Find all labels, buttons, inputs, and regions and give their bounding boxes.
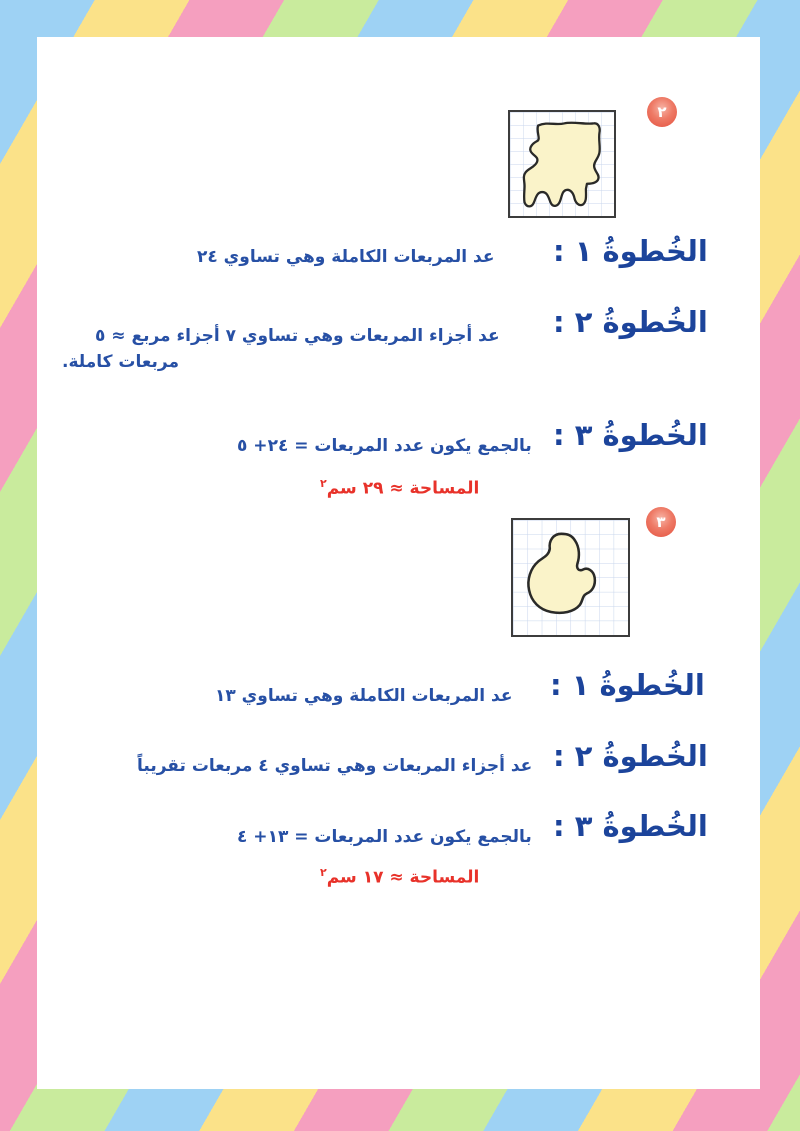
example-number: ٢ <box>657 103 667 121</box>
step-2-heading: الخُطوةُ ٢ : <box>553 739 708 773</box>
step-1-heading: الخُطوةُ ١ : <box>553 234 708 268</box>
content-panel <box>37 37 760 1089</box>
step-1-text: عد المربعات الكاملة وهي تساوي ٢٤ <box>197 247 495 267</box>
squared-superscript: ٢ <box>320 866 327 879</box>
step-3-text: بالجمع يكون عدد المربعات = ١٣+ ٤ <box>237 827 532 847</box>
area-result-text: المساحة ≈ ١٧ سم <box>326 867 480 888</box>
area-result-text: المساحة ≈ ٢٩ سم <box>326 478 480 499</box>
grid-shape-illustration <box>510 112 614 216</box>
grid-figure-2 <box>511 518 630 637</box>
step-2-text: عد أجزاء المربعات وهي تساوي ٤ مربعات تقريباً <box>137 756 533 776</box>
grid-shape-illustration <box>513 520 628 635</box>
example-badge-2 <box>646 507 676 537</box>
step-3-text: بالجمع يكون عدد المربعات = ٢٤+ ٥ <box>237 436 532 456</box>
step-2-text: عد أجزاء المربعات وهي تساوي ٧ أجزاء مربع ≈ ٥ <box>95 326 500 346</box>
step-3-heading: الخُطوةُ ٣ : <box>553 418 708 452</box>
step-1-heading: الخُطوةُ ١ : <box>550 668 705 702</box>
step-2-text-continued: مربعات كاملة. <box>62 352 179 372</box>
example-number: ٣ <box>656 513 666 531</box>
step-1-text: عد المربعات الكاملة وهي تساوي ١٣ <box>215 686 513 706</box>
step-2-heading: الخُطوةُ ٢ : <box>553 305 708 339</box>
example-badge-1 <box>647 97 677 127</box>
grid-figure-1 <box>508 110 616 218</box>
area-result-2 <box>320 866 479 888</box>
squared-superscript: ٢ <box>320 477 327 490</box>
area-result-1 <box>320 477 479 499</box>
step-3-heading: الخُطوةُ ٣ : <box>553 809 708 843</box>
